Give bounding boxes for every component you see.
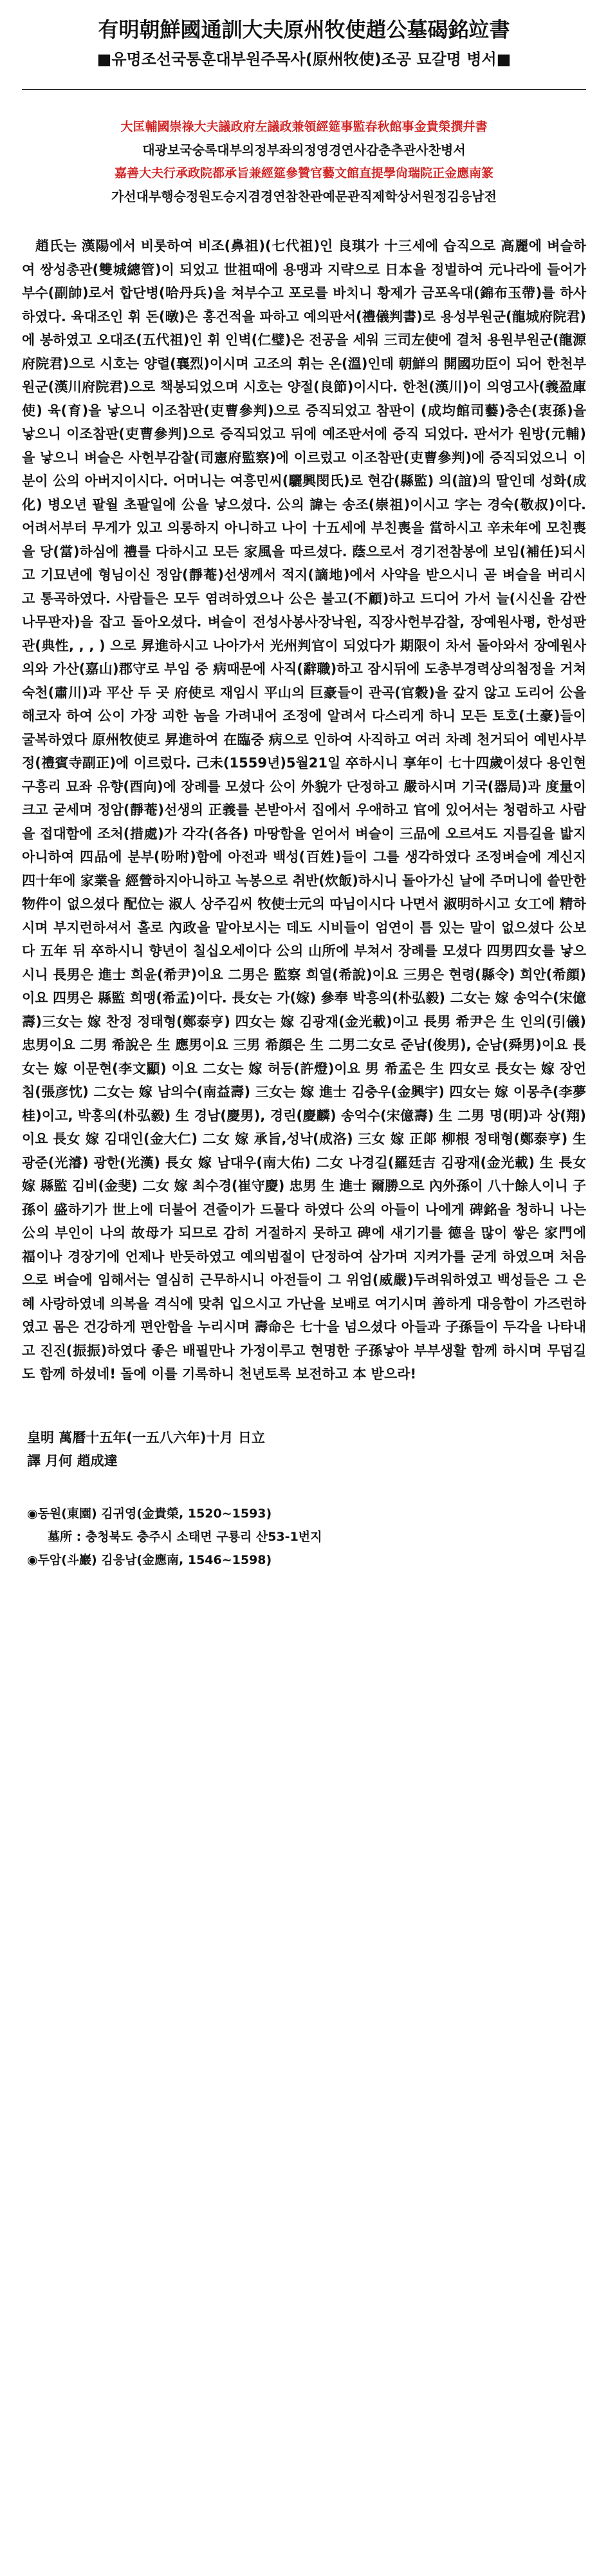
title-korean: ■유명조선국통훈대부원주목사(原州牧使)조공 묘갈명 병서■ [97, 50, 511, 68]
erected-date: 皇明 萬曆十五年(一五八六年)十月 日立 [27, 1429, 265, 1445]
compiler-note: ◉동원(東園) 김귀영(金貴榮, 1520~1593) [27, 1506, 272, 1521]
header-divider [22, 89, 586, 90]
tomb-location: 墓所 : 충청북도 충주시 소태면 구룡리 산53-1번지 [48, 1529, 322, 1544]
engraver-note: ◉두암(斗巖) 김응남(金應南, 1546~1598) [27, 1552, 272, 1567]
compiler-hanja: 大匡輔國崇祿大夫議政府左議政兼領經筵事監春秋館事金貴榮撰幷書 [120, 120, 488, 134]
compiler-korean: 대광보국숭록대부의정부좌의정영경연사감춘추관사찬병서 [142, 142, 466, 158]
title-hanja: 有明朝鮮國通訓大夫原州牧使趙公墓碣銘竝書 [98, 17, 510, 42]
epitaph-body: 趙氏는 漢陽에서 비롯하여 비조(鼻祖)(七代祖)인 良琪가 十三세에 습직으로 高麗에 벼슬하여 쌍성총관(雙城總管)이 되었고 世祖때에 용맹과 지략으로 日本을 정벌하여 元나라에 들어가 부수(副帥)로서 합단병(哈丹兵)을 쳐부수고 포로를 바치니 황제가 금포옥대(錦布玉帶)를 하사하였다. 육대조인 휘 돈(暾)은 홍건적을 파하고 예의판서(禮儀判書)로 용성부원군(龍城府院君)에 봉하였고 오대조(五代祖)인 휘 인벽(仁璧)은 전공을 세워 三司左使에 결처 용원부원군(龍源府院君)으로 시호는 양렬(襄烈)이시며 고조의 휘는 온(溫)인데 朝鮮의 開國功臣이 되어 한천부원군(漢川府院君)으로 책봉되었으며 시호는 양절(良節)이시다. 한천(漢川)이 의영고사(義盈庫使) 육(育)을 낳으니 이조참판(吏曹參判)으로 증직되었고 참판이 (成均館司藝)충손(衷孫)을 낳으니 이조참판(吏曹參判)으로 증직되었고 뒤에 예조판서에 증직 되었다. 판서가 원방(元輔)을 낳으니 벼슬은 사헌부감찰(司憲府監察)에 이르렀고 이조참판(吏曹參判)에 증직되었으니 이분이 公의 아버지이시다. 어머니는 여흥민씨(驪興閔氏)로 현감(縣監) 의(誼)의 딸인데 성화(成化) 병오년 팔월 초팔일에 公을 낳으셨다. 公의 諱는 송조(崇祖)이시고 字는 경숙(敬叔)이다. 어려서부터 무게가 있고 의롱하지 아니하고 나이 十五세에 부친喪을 當하시고 辛未年에 모친喪을 당(當)하심에 禮를 다하시고 모든 家風을 따르셨다. 蔭으로서 경기전참봉에 보임(補任)되시고 기묘년에 형님이신 정암(靜菴)선생께서 적지(謫地)에서 사약을 받으시니 곧 벼슬을 버리시고 통곡하였다. 사람들은 모두 염려하였으나 公은 불고(不顧)하고 드디어 가서 늘(시신을 감싼 나무판자)을 잡고 돌아오셨다. 벼슬이 전성사봉사장낙원, 직장사헌부감찰, 장예원사평, 한성판관(典性, , , ) 으로 昇進하시고 나아가서 光州判官이 되었다가 期限이 차서 돌아와서 장예원사의와 가산(嘉山)郡守로 부임 중 病때문에 사직(辭職)하고 잠시뒤에 도총부경력상의첨정을 거쳐 숙천(肅川)과 平산 두 곳 府使로 재임시 平山의 巨豪들이 관곡(官穀)을 갚지 않고 도리어 公을 해코자 하여 公이 가장 괴한 놈을 가려내어 조정에 알려서 다스리게 하니 모든 토호(土豪)들이 굴복하였다 原州牧使로 昇進하여 在臨중 病으로 인하여 사직하고 여러 차례 천거되어 예빈사부정(禮賓寺副正)에 이르렀다. 己未(1559년)5월21일 卒하시니 享年이 七十四歲이셨다 용인현 구흥리 묘좌 유향(酉向)에 장례를 모셨다 公이 外貌가 단정하고 嚴하시며 기국(器局)과 度量이 크고 굳세며 정암(靜菴)선생의 正義를 본받아서 집에서 우애하고 官에 있어서는 청렴하고 사람을 접대함에 조처(措處)가 각각(各各) 마땅함을 얻어서 벼슬이 三品에 오르셔도 지름길을 밟지 아니하여 四品에 분부(吩咐)함에 아전과 백성(百姓)들이 그를 생각하였다 조정벼슬에 계신지 四十年에 家業을 經營하지아니하고 녹봉으로 취반(炊飯)하시니 돌아가신 날에 주머니에 쓸만한 物件이 없으셨다 配位는 淑人 상주김씨 牧使士元의 따님이시다 나면서 淑明하시고 女工에 精하시며 부지런하셔서 홀로 內政을 맡아보시는 데도 시비들이 엄연이 틈 있는 말이 없으셨다 公보다 五年 뒤 卒하시니 향년이 칠십오세이다 公의 山所에 부쳐서 장례를 모셨다 四男四女를 낳으시니 長男은 進士 희윤(希尹)이요 二男은 監察 희열(希說)이요 三男은 현령(縣令) 희안(希顔)이요 四男은 縣監 희맹(希孟)이다. 長女는 가(嫁) 參奉 박흥의(朴弘毅) 二女는 嫁 송억수(宋億壽)三女는 嫁 찬정 정태형(鄭泰亨) 四女는 嫁 김광재(金光載)이고 長男 希尹은 生 인의(引儀) 忠男이요 二男 希說은 生 應男이요 三男 希顔은 生 二男二女로 준남(俊男), 순남(舜男)이요 長女는 嫁 이문현(李文顯) 이요 二女는 嫁 허등(許燈)이요 男 希孟은 生 四女로 長女는 嫁 장언침(張彦忱) 二女는 嫁 남의수(南益壽) 三女는 嫁 進士 김충우(金興宇) 四女는 嫁 이몽추(李夢桂)이고, 박홍의(朴弘毅) 生 경남(慶男), 경린(慶麟) 송억수(宋億壽) 生 二男 명(明)과 상(翔)이요 長女 嫁 김대인(金大仁) 二女 嫁 承旨,성낙(成洛) 三女 嫁 正郞 柳根 정태형(鄭泰亨) 生 광준(光濬) 광한(光漢) 長女 嫁 남대우(南大佑) 二女 나경길(羅廷吉 김광재(金光載) 生 長女 嫁 縣監 김비(金斐) 二女 嫁 최수경(崔守慶) 忠男 生 進士 爾勝으로 內外孫이 八十餘人이니 子孫이 盛하기가 世上에 더불어 견줄이가 드물다 하였다 公의 아들이 나에게 碑銘을 청하니 나는 公의 부인이 나의 故母가 되므로 감히 거절하지 못하고 碑에 새기기를 德을 많이 쌓은 家門에 福이나 경장기에 언제나 반듯하였고 예의범절이 단정하여 삼가며 지켜가를 굳게 하였으며 처음으로 벼슬에 임해서는 열심히 근무하시니 아전들이 그 위엄(威嚴)두려워하였고 백성들은 그 은혜 사랑하였네 의복을 격식에 맞취 입으시고 가난을 보배로 여기시며 善하게 대응함이 가즈런하였고 몸은 건강하게 편안함을 누리시며 壽命은 七十을 넘으셨다 아들과 子孫들이 두각을 나타내고 진진(振振)하였다 좋은 배필만나 가정이루고 현명한 子孫낳아 부부생활 함께 하시며 무덤길도 함께 하셨네! 돌에 이를 기록하니 천년토록 보전하고 本 받으라! [22, 238, 586, 1382]
translator: 譯 月何 趙成達 [27, 1453, 118, 1469]
credits-block [22, 116, 586, 209]
dating-block [22, 1426, 586, 1472]
notes-block [22, 1502, 586, 1572]
engraver-korean: 가선대부행승정원도승지겸경연참찬관예문관직제학상서원정김응남전 [111, 189, 497, 204]
engraver-hanja: 嘉善大夫行承政院都承旨兼經筵參贊官藝文館直提學尙瑞院正金應南篆 [114, 166, 493, 180]
